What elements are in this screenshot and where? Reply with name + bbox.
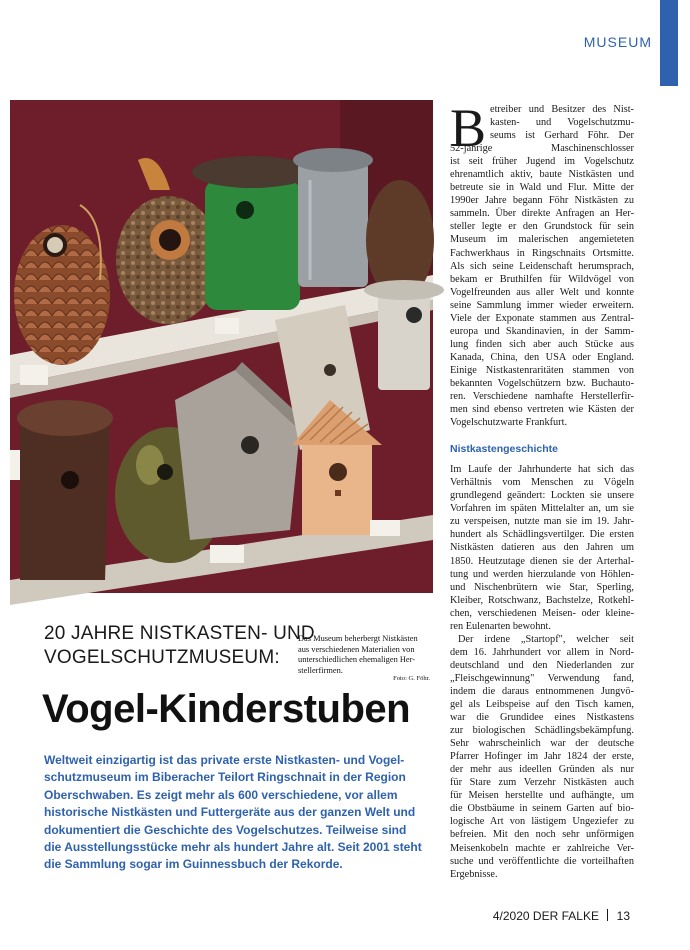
- article-lead: [44, 752, 430, 874]
- subheading: Nistkastengeschichte: [450, 443, 558, 456]
- body-line: Ergebnisse.: [450, 868, 498, 880]
- lead-line: dokumentiert die Geschichte des Vogelschutzes. Teilweise sind: [44, 822, 407, 837]
- body-line: tung und werden hierzulande von Höhlen-: [450, 568, 634, 580]
- body-line: men sind ebenso vertreten wie Kästen der: [450, 404, 634, 416]
- body-paragraph-1: [450, 142, 634, 429]
- body-line: Fachwerkhaus in Ringschnaits Ortsmitte.: [450, 247, 634, 259]
- body-line: deutschland und den Niederlanden zur: [450, 659, 634, 671]
- body-line: 1990er Jahre begann Föhr Nistkästen zu: [450, 195, 634, 207]
- body-line: gel als Leibspeise auf den Tisch kamen,: [450, 699, 634, 711]
- lead-line: die Sammlung sogar im Guinnessbuch der Rekorde.: [44, 857, 343, 872]
- body-line: Der irdene „Startopf", welcher seit: [458, 633, 634, 645]
- lead-line: historische Nistkästen und Futtergeräte aus der ganzen Welt und: [44, 805, 416, 820]
- body-line: ist seit früher Jugend im Vogelschutz: [450, 156, 634, 168]
- body-line: war die Grundidee eines Nistkastens: [450, 712, 634, 724]
- photo-credit: Foto: G. Föhr.: [393, 675, 430, 683]
- kicker-line: VOGELSCHUTZMUSEUM:: [44, 647, 280, 668]
- body-line: ehrenamtlich aktiv, baute Nistkästen und: [450, 169, 634, 181]
- kicker-line: 20 JAHRE NISTKASTEN- UND: [44, 623, 315, 644]
- body-line: seine Sammlung immer wieder erweitern.: [450, 299, 634, 311]
- body-line: steller legte er den Grundstock für sein: [450, 221, 634, 233]
- body-line: Nistkästen datieren aus den Jahren um: [450, 542, 634, 554]
- body-line: der mehr aus ideellen Gründen als nur: [450, 764, 634, 776]
- body-line: Kanada, China, den USA oder England.: [450, 351, 634, 363]
- body-line: zur biologischen Schädlingsbekämpfung.: [450, 725, 634, 737]
- body-line: Meisenkobeln machte er zahlreiche Ver-: [450, 842, 634, 854]
- magazine-name: DER FALKE: [532, 909, 599, 923]
- section-color-tab: [660, 0, 678, 86]
- body-line: bekam er Bruthilfen für Wildvögel von: [450, 273, 634, 285]
- body-line: Als sich seine Leidenschaft herumsprach,: [450, 260, 634, 272]
- body-line: dem 16. Jahrhundert vor allem in Nord-: [450, 646, 634, 658]
- body-line: indem die daraus entnommenen Jungvö-: [450, 685, 634, 697]
- body-line: betreute sie in Wald und Flur. Mitte der: [450, 182, 634, 194]
- body-line: ren. Verschiedene namhafte Herstellerfir-: [450, 391, 634, 403]
- caption-line: aus verschiedenen Materialien von: [298, 644, 415, 654]
- article-kicker: [44, 622, 424, 670]
- body-line: kasten- und Vogelschutzmu-: [490, 117, 634, 129]
- caption-line: Das Museum beherbergt Nistkästen: [298, 634, 418, 643]
- body-line: logische Art von lästigem Ungeziefer zu: [450, 816, 634, 828]
- lead-line: die Ausstellungsstücke mehr als hundert Jahre alt. Seit 2001 steht: [44, 840, 422, 855]
- body-line: Kleiber, Rotschwanz, Bachstelze, Rotkehl-: [450, 594, 634, 606]
- body-line: für Stare zum Verzehr Nistkästen auch: [450, 777, 634, 789]
- body-line: 1850. Heutzutage dienen sie der Arterhal-: [450, 555, 634, 567]
- page-footer: [480, 909, 630, 923]
- body-column: [450, 98, 634, 881]
- body-line: europa und Skandinavien, in der Samm-: [450, 325, 634, 337]
- body-line: Pfarrer Hofinger im Jahr 1824 der erste,: [450, 751, 634, 763]
- body-paragraph-2: [450, 463, 634, 633]
- body-line: ren Eulenarten bewohnt.: [450, 620, 551, 632]
- body-line: seums ist Gerhard Föhr. Der: [490, 130, 634, 142]
- section-label: MUSEUM: [583, 34, 652, 50]
- article-title: Vogel-Kinderstuben: [42, 687, 411, 731]
- body-line: Viele der Exponate stammen aus Zentral-: [450, 312, 634, 324]
- body-line: Vogelschutzwarte Frankfurt.: [450, 417, 568, 429]
- lead-line: schutzmuseum im Biberacher Teilort Ringschnait in der Region: [44, 770, 406, 785]
- body-line: etreiber und Besitzer des Nist-: [490, 104, 634, 115]
- body-line: chen, verschiedenen Meisen- oder kleine-: [450, 607, 634, 619]
- body-line: 52-jährige Maschinenschlosser: [450, 143, 634, 155]
- body-line: Museum im malerischen angemieteten: [450, 234, 634, 246]
- body-line: grundlegend geändert: Lockten sie unsere: [450, 490, 634, 502]
- issue-number: 4/2020: [492, 909, 530, 923]
- page-number: 13: [616, 909, 630, 923]
- caption-line: stellerfirmen.: [298, 665, 343, 675]
- body-line: die Obstbäume in seinem Garten auf bio-: [450, 803, 634, 815]
- lead-line: Weltweit einzigartig ist das private erste Nistkasten- und Vogel-: [44, 753, 405, 767]
- lead-line: Oberschwaben. Es zeigt mehr als 600 verschiedene, vor allem: [44, 787, 398, 802]
- body-line: und Nischenbrütern wie Star, Sperling,: [450, 581, 634, 593]
- body-paragraph-3: [450, 633, 634, 881]
- body-line: Sehr wahrscheinlich war der deutsche: [450, 738, 634, 750]
- body-line: „Fleischgewinnung" Verwendung fand,: [450, 672, 634, 684]
- body-line: hundert als Schädlingsvertilger. Die ersten: [450, 529, 634, 541]
- body-line: lung finden sich aber auch Stücke aus: [450, 338, 634, 350]
- body-line: bekannten Vogelschützern bzw. Buchauto-: [450, 377, 634, 389]
- body-line: befreien. Mit den noch sehr unförmigen: [450, 829, 634, 841]
- body-line: sammeln. Über direkte Anfragen an Her-: [450, 208, 634, 220]
- drop-cap: B: [450, 98, 487, 158]
- body-line: Einige Nistkastenraritäten stammen von: [450, 364, 634, 376]
- body-line: Verhältnis vom Menschen zu Vögeln: [450, 477, 634, 489]
- body-line: für Meisen herstellte und aufhängte, um: [450, 790, 634, 802]
- body-line: Im Laufe der Jahrhunderte hat sich das: [450, 464, 634, 476]
- body-line: zu verspeisen, nutzte man sie im 19. Jahr-: [450, 516, 634, 528]
- footer-divider: [607, 909, 608, 921]
- caption-line: unterschiedlichen ehemaligen Her-: [298, 655, 416, 665]
- body-line: Vorfahren im späten Mittelalter an, um sie: [450, 503, 634, 515]
- body-line: suche und veröffentlichte die vorteilhaften: [450, 855, 634, 867]
- body-line: Vogelfreunden aus aller Welt und konnte: [450, 286, 634, 298]
- nest-boxes-illustration: [10, 100, 433, 593]
